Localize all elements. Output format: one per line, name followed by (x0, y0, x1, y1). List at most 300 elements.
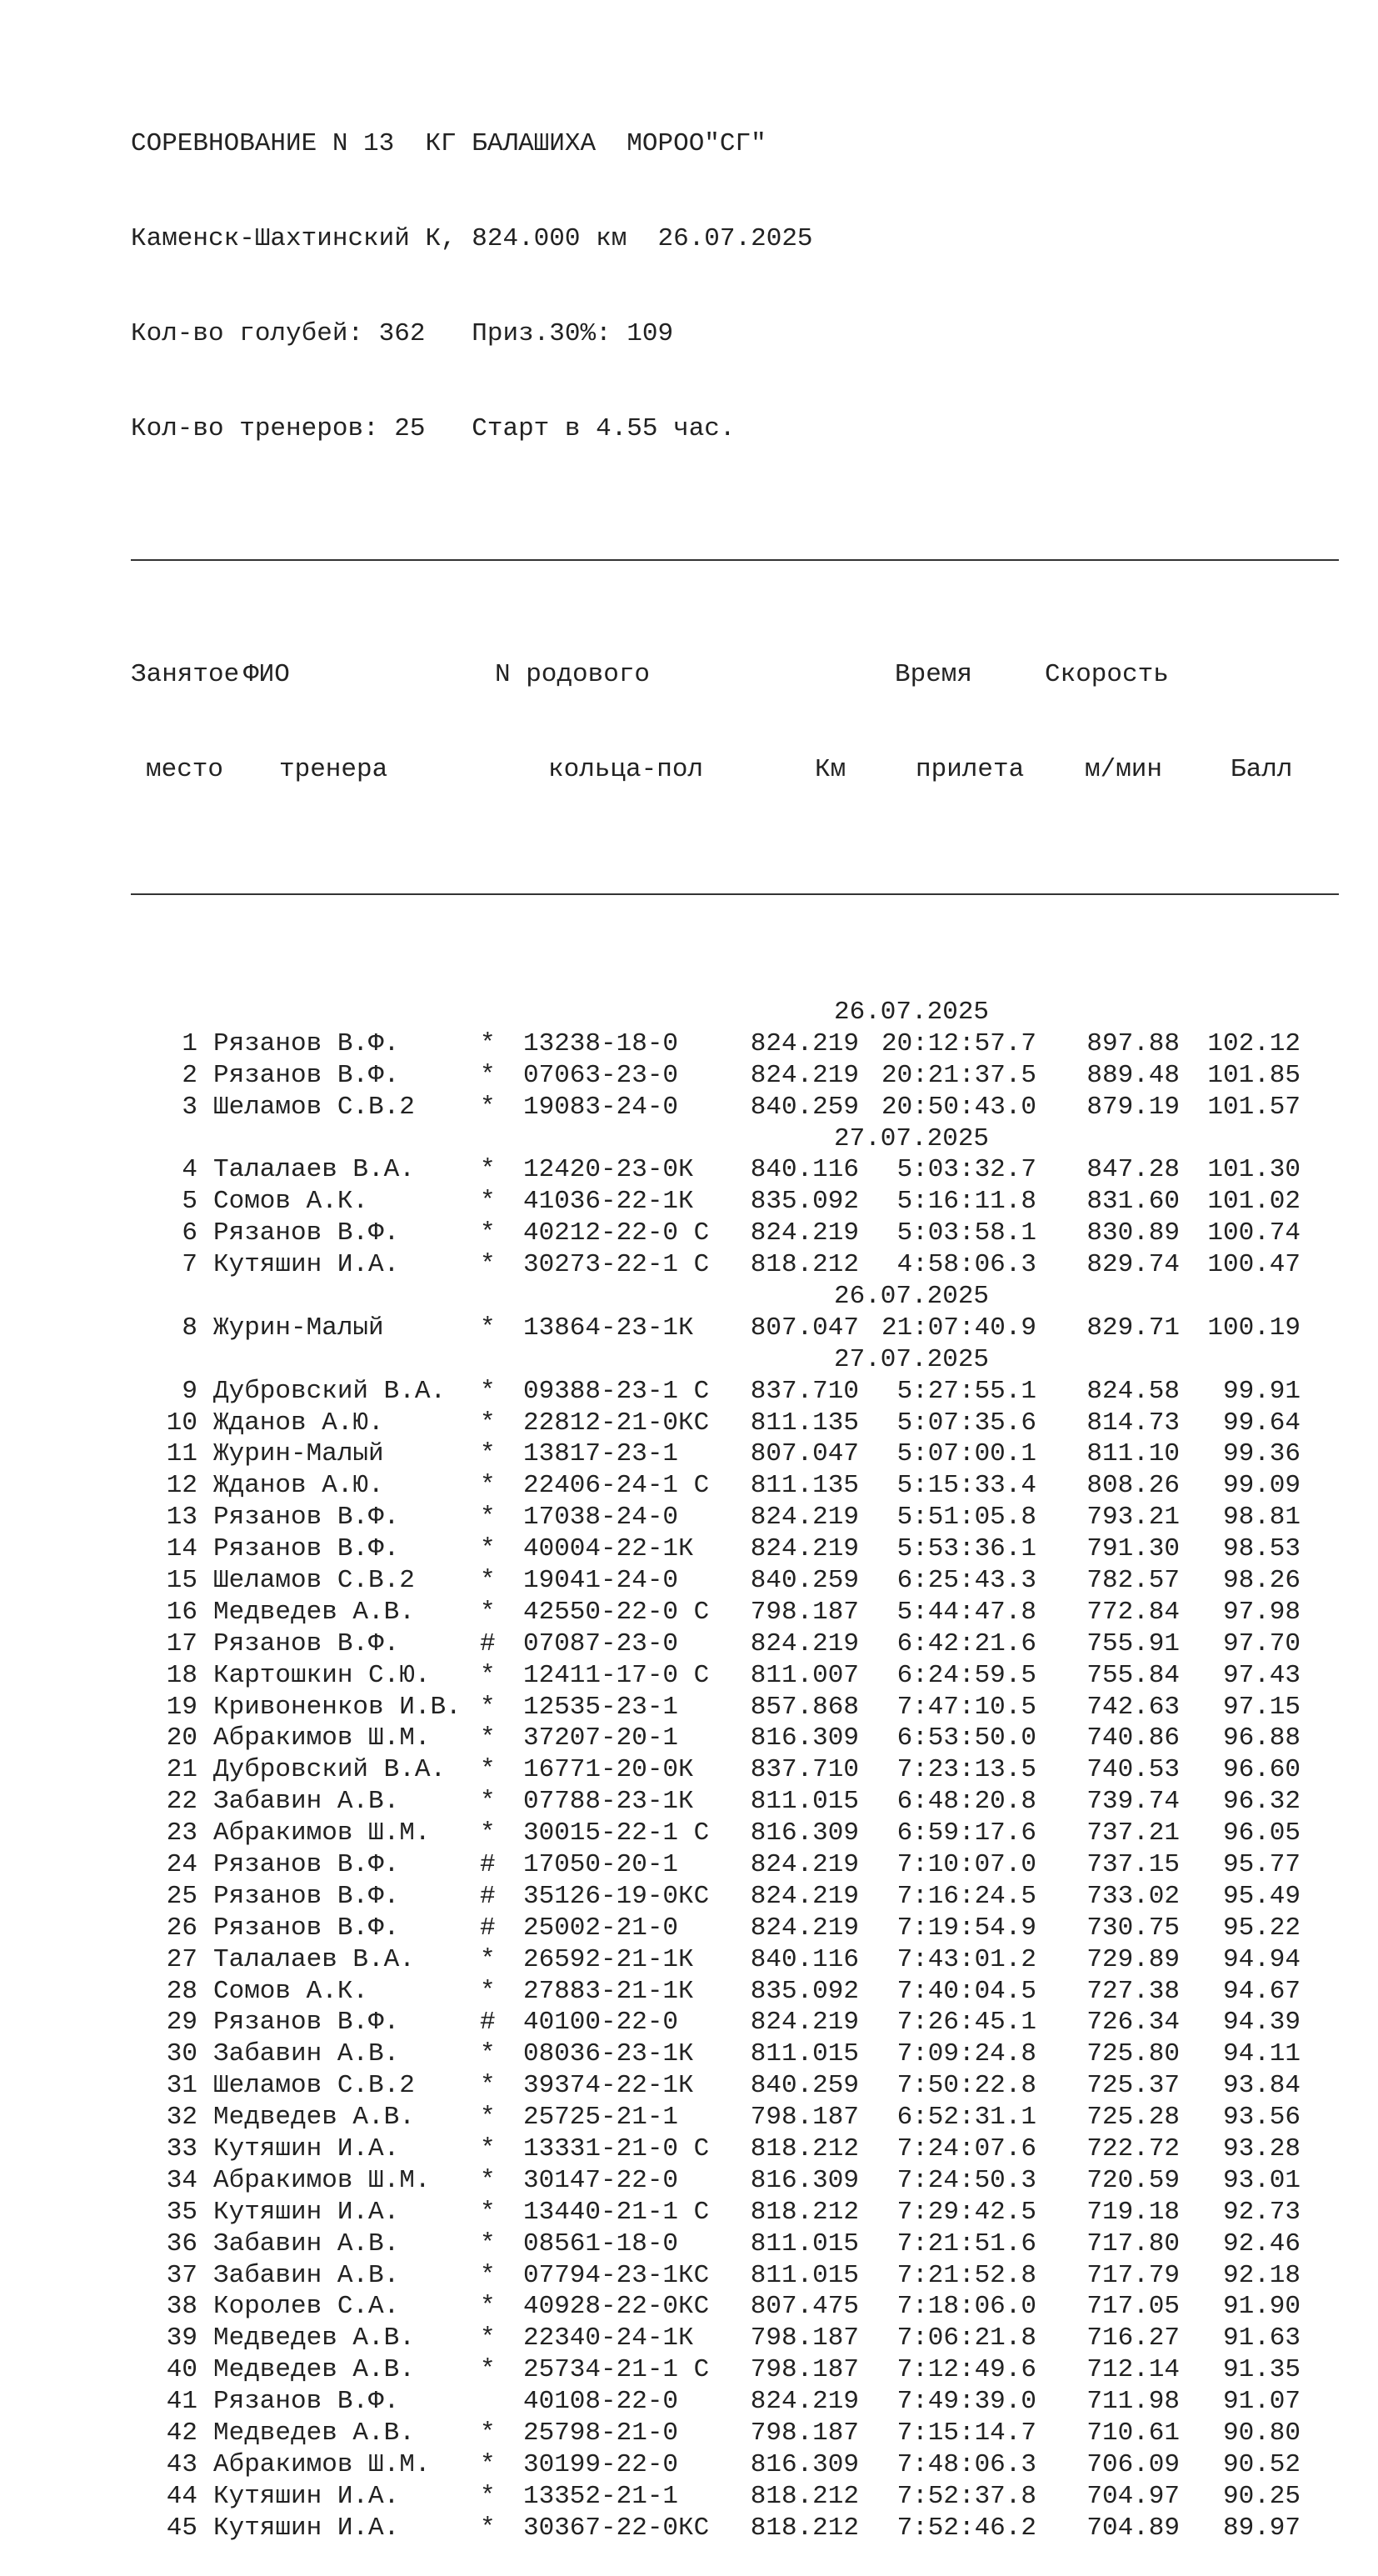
table-row (131, 1028, 1347, 1060)
competition-title: СОРЕВНОВАНИЕ N 13 КГ БАЛАШИХА МОРОО"СГ" (131, 129, 766, 158)
date-separator-row (131, 1123, 1347, 1155)
table-row (131, 2449, 1347, 2481)
speed-cell: 897.88 (1086, 1028, 1180, 1058)
place-cell: 44 (166, 2481, 197, 2511)
speed-cell: 791.30 (1086, 1534, 1180, 1564)
table-row (131, 2165, 1347, 2197)
date-label: 27.07.2025 (834, 1344, 990, 1374)
trainer-cell: Медведев А.В. (213, 2103, 415, 2133)
score-cell: 95.77 (1222, 1850, 1301, 1879)
place-cell: 8 (182, 1313, 197, 1343)
table-row (131, 1660, 1347, 1692)
mark-cell: * (480, 1187, 496, 1217)
trainer-cell: Медведев А.В. (213, 2418, 415, 2448)
trainer-cell: Кривоненков И.В. (213, 1692, 462, 1722)
table-row (131, 2386, 1347, 2418)
arrival-time-cell: 7:21:52.8 (896, 2260, 1036, 2290)
ring-cell: 42550-22-0 С (523, 1597, 710, 1627)
ring-cell: 13352-21-1 (523, 2481, 679, 2511)
trainer-cell: Медведев А.В. (213, 2355, 415, 2385)
place-cell: 36 (166, 2228, 197, 2258)
mark-cell: * (480, 1439, 496, 1469)
table-row (131, 1723, 1347, 1754)
column-header-row-1 (131, 659, 1347, 691)
arrival-time-cell: 21:07:40.9 (881, 1313, 1036, 1343)
mark-cell: * (480, 2103, 496, 2133)
table-row (131, 1218, 1347, 1249)
speed-cell: 717.80 (1086, 2228, 1180, 2258)
speed-cell: 726.34 (1086, 2008, 1180, 2038)
mark-cell: * (480, 1692, 496, 1722)
place-cell: 11 (166, 1439, 197, 1469)
ring-cell: 09388-23-1 С (523, 1376, 710, 1406)
score-cell: 94.11 (1222, 2039, 1301, 2069)
date-label: 26.07.2025 (834, 997, 990, 1027)
ring-cell: 26592-21-1К (523, 1944, 694, 1974)
mark-cell: * (480, 1028, 496, 1058)
distance-cell: 840.259 (750, 2071, 859, 2101)
distance-cell: 798.187 (750, 2103, 859, 2133)
distance-cell: 824.219 (750, 2008, 859, 2038)
speed-cell: 717.79 (1086, 2260, 1180, 2290)
pigeon-count: Кол-во голубей: 362 Приз.30%: 109 (131, 319, 674, 348)
ring-cell: 12420-23-0К (523, 1155, 694, 1185)
trainer-cell: Кутяшин И.А. (213, 2134, 400, 2164)
distance-cell: 840.259 (750, 1565, 859, 1595)
score-cell: 93.84 (1222, 2071, 1301, 2101)
col-speed-label-2: м/мин (1085, 755, 1163, 784)
col-name-label-2: тренера (279, 755, 388, 784)
score-cell: 93.01 (1222, 2165, 1301, 2195)
mark-cell: * (480, 2481, 496, 2511)
speed-cell: 725.80 (1086, 2039, 1180, 2069)
ring-cell: 30147-22-0 (523, 2165, 679, 2195)
speed-cell: 710.61 (1086, 2418, 1180, 2448)
ring-cell: 40212-22-0 С (523, 1218, 710, 1248)
ring-cell: 25002-21-0 (523, 1913, 679, 1943)
distance-cell: 840.116 (750, 1155, 859, 1185)
mark-cell: * (480, 1218, 496, 1248)
score-cell: 94.39 (1222, 2008, 1301, 2038)
speed-cell: 879.19 (1086, 1092, 1180, 1122)
table-row (131, 1154, 1347, 1186)
arrival-time-cell: 7:18:06.0 (896, 2292, 1036, 2322)
score-cell: 100.19 (1207, 1313, 1301, 1343)
col-speed-label: Скорость (1045, 660, 1169, 689)
distance-cell: 818.212 (750, 1250, 859, 1280)
col-score-label: Балл (1231, 755, 1293, 784)
table-row (131, 2038, 1347, 2070)
mark-cell: * (480, 1471, 496, 1501)
arrival-time-cell: 7:24:50.3 (896, 2165, 1036, 2195)
mark-cell: * (480, 1565, 496, 1595)
table-row (131, 1786, 1347, 1818)
arrival-time-cell: 6:52:31.1 (896, 2103, 1036, 2133)
distance-cell: 824.219 (750, 1628, 859, 1658)
score-cell: 98.53 (1222, 1534, 1301, 1564)
score-cell: 93.28 (1222, 2134, 1301, 2164)
table-row (131, 1818, 1347, 1849)
table-row (131, 2418, 1347, 2449)
trainer-cell: Рязанов В.Ф. (213, 1913, 400, 1943)
ring-cell: 12535-23-1 (523, 1692, 679, 1722)
place-cell: 1 (182, 1028, 197, 1058)
score-cell: 94.94 (1222, 1944, 1301, 1974)
speed-cell: 739.74 (1086, 1787, 1180, 1817)
trainer-cell: Рязанов В.Ф. (213, 1534, 400, 1564)
place-cell: 5 (182, 1187, 197, 1217)
distance-cell: 816.309 (750, 2449, 859, 2479)
column-header-row-2 (131, 754, 1347, 786)
distance-cell: 811.015 (750, 2039, 859, 2069)
col-time-label-2: прилета (916, 755, 1025, 784)
speed-cell: 704.97 (1086, 2481, 1180, 2511)
place-cell: 9 (182, 1376, 197, 1406)
trainer-cell: Жданов А.Ю. (213, 1408, 384, 1438)
distance-cell: 798.187 (750, 2323, 859, 2353)
trainer-cell: Талалаев В.А. (213, 1944, 415, 1974)
trainer-cell: Рязанов В.Ф. (213, 1850, 400, 1879)
place-cell: 4 (182, 1155, 197, 1185)
route-info: Каменск-Шахтинский К, 824.000 км 26.07.2025 (131, 224, 813, 253)
speed-cell: 740.86 (1086, 1723, 1180, 1753)
distance-cell: 824.219 (750, 1028, 859, 1058)
speed-cell: 889.48 (1086, 1060, 1180, 1090)
table-row (131, 2513, 1347, 2544)
mark-cell: * (480, 1155, 496, 1185)
speed-cell: 729.89 (1086, 1944, 1180, 1974)
mark-cell: * (480, 1534, 496, 1564)
ring-cell: 22340-24-1К (523, 2323, 694, 2353)
trainer-cell: Рязанов В.Ф. (213, 1028, 400, 1058)
distance-cell: 818.212 (750, 2197, 859, 2227)
trainer-cell: Рязанов В.Ф. (213, 1503, 400, 1533)
trainer-cell: Журин-Малый (213, 1439, 384, 1469)
distance-cell: 824.219 (750, 1503, 859, 1533)
score-cell: 99.64 (1222, 1408, 1301, 1438)
place-cell: 32 (166, 2103, 197, 2133)
place-cell: 16 (166, 1597, 197, 1627)
speed-cell: 730.75 (1086, 1913, 1180, 1943)
ring-cell: 13331-21-0 С (523, 2134, 710, 2164)
ring-cell: 40100-22-0 (523, 2008, 679, 2038)
speed-cell: 720.59 (1086, 2165, 1180, 2195)
mark-cell: * (480, 2292, 496, 2322)
trainer-cell: Медведев А.В. (213, 1597, 415, 1627)
score-cell: 93.56 (1222, 2103, 1301, 2133)
arrival-time-cell: 7:06:21.8 (896, 2323, 1036, 2353)
table-row (131, 2260, 1347, 2292)
header-bottom-rule (131, 893, 1339, 895)
col-place-label: Занятое (131, 660, 240, 689)
speed-cell: 704.89 (1086, 2513, 1180, 2543)
mark-cell: * (480, 2260, 496, 2290)
ring-cell: 07794-23-1КС (523, 2260, 710, 2290)
col-km-label: Км (815, 755, 846, 784)
table-row (131, 1376, 1347, 1408)
distance-cell: 818.212 (750, 2481, 859, 2511)
trainer-cell: Рязанов В.Ф. (213, 1628, 400, 1658)
arrival-time-cell: 7:23:13.5 (896, 1755, 1036, 1785)
distance-cell: 811.015 (750, 2228, 859, 2258)
trainer-cell: Королев С.А. (213, 2292, 400, 2322)
arrival-time-cell: 7:47:10.5 (896, 1692, 1036, 1722)
table-row (131, 1881, 1347, 1913)
score-cell: 96.05 (1222, 1818, 1301, 1848)
date-label: 26.07.2025 (834, 1281, 990, 1311)
arrival-time-cell: 5:03:58.1 (896, 1218, 1036, 1248)
distance-cell: 798.187 (750, 2418, 859, 2448)
speed-cell: 733.02 (1086, 1881, 1180, 1911)
arrival-time-cell: 5:15:33.4 (896, 1471, 1036, 1501)
table-row (131, 1597, 1347, 1628)
ring-cell: 27883-21-1К (523, 1976, 694, 2006)
mark-cell: * (480, 1060, 496, 1090)
ring-cell: 25798-21-0 (523, 2418, 679, 2448)
mark-cell: * (480, 2355, 496, 2385)
score-cell: 97.98 (1222, 1597, 1301, 1627)
ring-cell: 35126-19-0КС (523, 1881, 710, 1911)
col-ring-label: N родового (495, 660, 651, 689)
arrival-time-cell: 7:16:24.5 (896, 1881, 1036, 1911)
distance-cell: 807.475 (750, 2292, 859, 2322)
place-cell: 38 (166, 2292, 197, 2322)
distance-cell: 811.015 (750, 1787, 859, 1817)
speed-cell: 755.91 (1086, 1628, 1180, 1658)
ring-cell: 25734-21-1 С (523, 2355, 710, 2385)
speed-cell: 793.21 (1086, 1503, 1180, 1533)
distance-cell: 835.092 (750, 1976, 859, 2006)
arrival-time-cell: 7:48:06.3 (896, 2449, 1036, 2479)
trainer-cell: Рязанов В.Ф. (213, 2387, 400, 2417)
table-row (131, 1849, 1347, 1881)
score-cell: 97.70 (1222, 1628, 1301, 1658)
speed-cell: 847.28 (1086, 1155, 1180, 1185)
speed-cell: 824.58 (1086, 1376, 1180, 1406)
speed-cell: 727.38 (1086, 1976, 1180, 2006)
arrival-time-cell: 7:09:24.8 (896, 2039, 1036, 2069)
distance-cell: 807.047 (750, 1313, 859, 1343)
speed-cell: 712.14 (1086, 2355, 1180, 2385)
distance-cell: 824.219 (750, 1881, 859, 1911)
arrival-time-cell: 5:07:35.6 (896, 1408, 1036, 1438)
ring-cell: 08561-18-0 (523, 2228, 679, 2258)
trainer-cell: Забавин А.В. (213, 2039, 400, 2069)
arrival-time-cell: 20:21:37.5 (881, 1060, 1036, 1090)
distance-cell: 811.007 (750, 1660, 859, 1690)
mark-cell: * (480, 1503, 496, 1533)
trainer-cell: Рязанов В.Ф. (213, 1881, 400, 1911)
top-rule (131, 559, 1339, 561)
ring-cell: 13238-18-0 (523, 1028, 679, 1058)
place-cell: 39 (166, 2323, 197, 2353)
trainer-cell: Жданов А.Ю. (213, 1471, 384, 1501)
score-cell: 90.25 (1222, 2481, 1301, 2511)
col-ring-label-2: кольца-пол (548, 755, 704, 784)
trainer-cell: Рязанов В.Ф. (213, 1218, 400, 1248)
distance-cell: 811.135 (750, 1471, 859, 1501)
trainer-cell: Забавин А.В. (213, 2260, 400, 2290)
speed-cell: 830.89 (1086, 1218, 1180, 1248)
place-cell: 30 (166, 2039, 197, 2069)
table-row (131, 2008, 1347, 2039)
trainer-cell: Абракимов Ш.М. (213, 2449, 431, 2479)
date-separator-row (131, 1281, 1347, 1313)
arrival-time-cell: 7:26:45.1 (896, 2008, 1036, 2038)
ring-cell: 07063-23-0 (523, 1060, 679, 1090)
trainer-cell: Кутяшин И.А. (213, 1250, 400, 1280)
ring-cell: 22812-21-0КС (523, 1408, 710, 1438)
table-row (131, 1502, 1347, 1533)
place-cell: 7 (182, 1250, 197, 1280)
score-cell: 91.07 (1222, 2387, 1301, 2417)
distance-cell: 824.219 (750, 1850, 859, 1879)
place-cell: 19 (166, 1692, 197, 1722)
arrival-time-cell: 5:03:32.7 (896, 1155, 1036, 1185)
table-row (131, 2102, 1347, 2133)
ring-cell: 13817-23-1 (523, 1439, 679, 1469)
arrival-time-cell: 20:12:57.7 (881, 1028, 1036, 1058)
distance-cell: 824.219 (750, 1913, 859, 1943)
arrival-time-cell: 7:50:22.8 (896, 2071, 1036, 2101)
table-row (131, 1944, 1347, 1976)
arrival-time-cell: 6:24:59.5 (896, 1660, 1036, 1690)
score-cell: 96.32 (1222, 1787, 1301, 1817)
ring-cell: 12411-17-0 С (523, 1660, 710, 1690)
place-cell: 15 (166, 1565, 197, 1595)
score-cell: 97.43 (1222, 1660, 1301, 1690)
table-row (131, 2481, 1347, 2513)
score-cell: 96.88 (1222, 1723, 1301, 1753)
mark-cell: # (480, 1850, 496, 1879)
mark-cell: * (480, 1944, 496, 1974)
score-cell: 98.81 (1222, 1503, 1301, 1533)
place-cell: 45 (166, 2513, 197, 2543)
arrival-time-cell: 7:29:42.5 (896, 2197, 1036, 2227)
arrival-time-cell: 7:21:51.6 (896, 2228, 1036, 2258)
speed-cell: 706.09 (1086, 2449, 1180, 2479)
arrival-time-cell: 7:24:07.6 (896, 2134, 1036, 2164)
ring-cell: 41036-22-1К (523, 1187, 694, 1217)
table-row (131, 1692, 1347, 1723)
ring-cell: 25725-21-1 (523, 2103, 679, 2133)
arrival-time-cell: 5:07:00.1 (896, 1439, 1036, 1469)
score-cell: 101.57 (1207, 1092, 1301, 1122)
score-cell: 100.47 (1207, 1250, 1301, 1280)
place-cell: 17 (166, 1628, 197, 1658)
distance-cell: 837.710 (750, 1755, 859, 1785)
distance-cell: 824.219 (750, 1534, 859, 1564)
score-cell: 92.46 (1222, 2228, 1301, 2258)
table-row (131, 1628, 1347, 1660)
arrival-time-cell: 6:25:43.3 (896, 1565, 1036, 1595)
mark-cell: * (480, 1408, 496, 1438)
place-cell: 20 (166, 1723, 197, 1753)
trainer-cell: Журин-Малый (213, 1313, 384, 1343)
speed-cell: 814.73 (1086, 1408, 1180, 1438)
score-cell: 95.49 (1222, 1881, 1301, 1911)
place-cell: 22 (166, 1787, 197, 1817)
mark-cell: * (480, 1755, 496, 1785)
place-cell: 33 (166, 2134, 197, 2164)
ring-cell: 39374-22-1К (523, 2071, 694, 2101)
table-row (131, 1408, 1347, 1439)
ring-cell: 19083-24-0 (523, 1092, 679, 1122)
mark-cell: # (480, 1913, 496, 1943)
score-cell: 90.80 (1222, 2418, 1301, 2448)
table-row (131, 1533, 1347, 1565)
place-cell: 27 (166, 1944, 197, 1974)
trainer-count: Кол-во тренеров: 25 Старт в 4.55 час. (131, 414, 736, 443)
table-row (131, 1313, 1347, 1344)
arrival-time-cell: 7:10:07.0 (896, 1850, 1036, 1879)
mark-cell: * (480, 1818, 496, 1848)
arrival-time-cell: 7:52:46.2 (896, 2513, 1036, 2543)
score-cell: 101.30 (1207, 1155, 1301, 1185)
score-cell: 101.85 (1207, 1060, 1301, 1090)
place-cell: 29 (166, 2008, 197, 2038)
place-cell: 10 (166, 1408, 197, 1438)
mark-cell: * (480, 1660, 496, 1690)
place-cell: 23 (166, 1818, 197, 1848)
ring-cell: 30273-22-1 С (523, 1250, 710, 1280)
place-cell: 40 (166, 2355, 197, 2385)
mark-cell: # (480, 2008, 496, 2038)
place-cell: 24 (166, 1850, 197, 1879)
distance-cell: 824.219 (750, 2387, 859, 2417)
distance-cell: 837.710 (750, 1376, 859, 1406)
arrival-time-cell: 7:15:14.7 (896, 2418, 1036, 2448)
trainer-cell: Кутяшин И.А. (213, 2481, 400, 2511)
score-cell: 96.60 (1222, 1755, 1301, 1785)
table-row (131, 1754, 1347, 1786)
speed-cell: 711.98 (1086, 2387, 1180, 2417)
place-cell: 6 (182, 1218, 197, 1248)
score-cell: 95.22 (1222, 1913, 1301, 1943)
results-document (131, 65, 1347, 2576)
ring-cell: 40108-22-0 (523, 2387, 679, 2417)
score-cell: 99.36 (1222, 1439, 1301, 1469)
col-place-label-2: место (146, 755, 224, 784)
distance-cell: 807.047 (750, 1439, 859, 1469)
arrival-time-cell: 5:44:47.8 (896, 1597, 1036, 1627)
results-table (131, 997, 1347, 2544)
mark-cell: * (480, 2418, 496, 2448)
trainer-cell: Рязанов В.Ф. (213, 1060, 400, 1090)
arrival-time-cell: 6:59:17.6 (896, 1818, 1036, 1848)
mark-cell: * (480, 2449, 496, 2479)
place-cell: 34 (166, 2165, 197, 2195)
place-cell: 43 (166, 2449, 197, 2479)
table-row (131, 2323, 1347, 2354)
place-cell: 42 (166, 2418, 197, 2448)
score-cell: 91.63 (1222, 2323, 1301, 2353)
score-cell: 91.90 (1222, 2292, 1301, 2322)
speed-cell: 831.60 (1086, 1187, 1180, 1217)
mark-cell: * (480, 2513, 496, 2543)
score-cell: 94.67 (1222, 1976, 1301, 2006)
mark-cell: * (480, 2039, 496, 2069)
table-row (131, 1186, 1347, 1218)
mark-cell: * (480, 1787, 496, 1817)
trainer-cell: Абракимов Ш.М. (213, 2165, 431, 2195)
mark-cell: * (480, 2134, 496, 2164)
ring-cell: 17038-24-0 (523, 1503, 679, 1533)
trainer-cell: Шеламов С.В.2 (213, 1092, 415, 1122)
arrival-time-cell: 7:52:37.8 (896, 2481, 1036, 2511)
arrival-time-cell: 7:19:54.9 (896, 1913, 1036, 1943)
score-cell: 99.09 (1222, 1471, 1301, 1501)
